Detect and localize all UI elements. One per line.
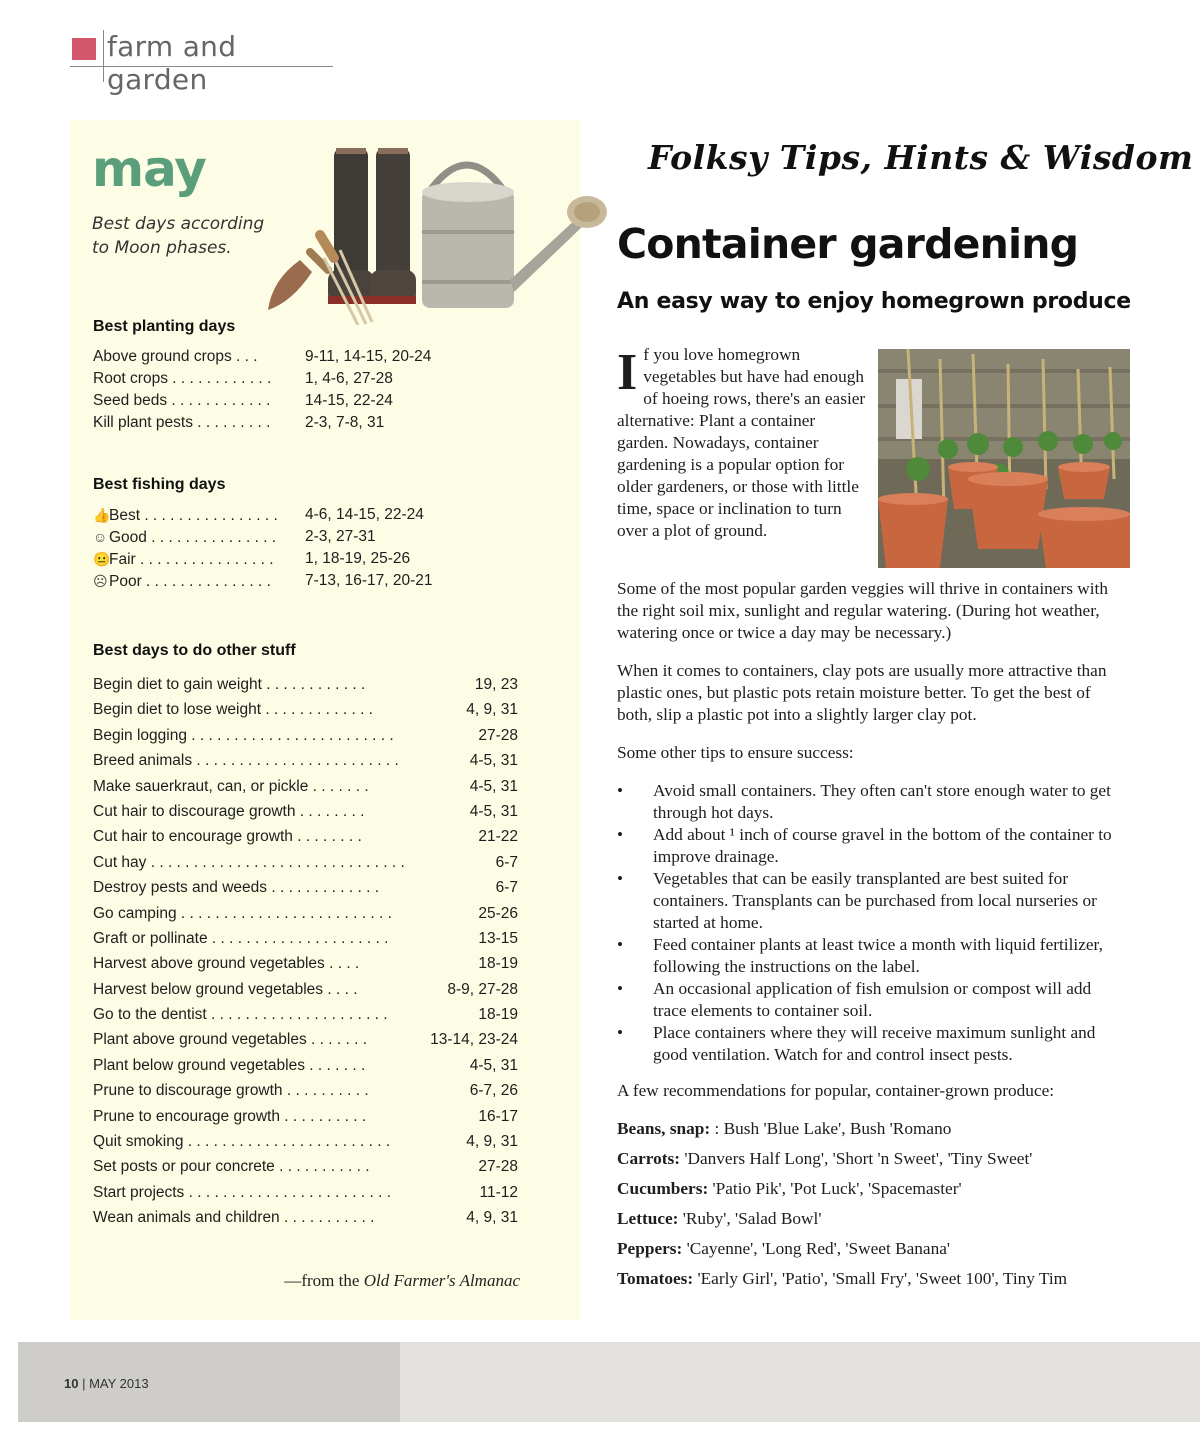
row-value: 11-12 xyxy=(479,1183,518,1201)
list-item xyxy=(93,1002,518,1027)
row-label: Kill plant pests . . . . . . . . . xyxy=(93,414,271,431)
row-label: Root crops . . . . . . . . . . . . xyxy=(93,370,272,387)
crop-name: Lettuce: xyxy=(617,1209,679,1228)
list-item xyxy=(93,697,518,722)
list-item xyxy=(93,977,518,1002)
list-item xyxy=(93,875,518,900)
row-value: 4-5, 31 xyxy=(469,802,518,820)
row-value: 4, 9, 31 xyxy=(466,1209,518,1227)
source-credit xyxy=(230,1271,520,1291)
row-label: Go camping . . . . . . . . . . . . . . . . . . . . . . . . . xyxy=(93,904,392,922)
list-item xyxy=(93,1129,518,1154)
list-item xyxy=(93,951,518,976)
row-value: 19, 23 xyxy=(474,676,518,693)
crop-name: Beans, snap: xyxy=(617,1119,711,1138)
list-item xyxy=(93,824,518,849)
list-item xyxy=(617,868,1127,934)
row-label: Quit smoking . . . . . . . . . . . . . . . . . . . . . . . . xyxy=(93,1133,391,1151)
section-marker-icon xyxy=(72,38,96,60)
row-value: 27-28 xyxy=(478,1158,518,1176)
list-item xyxy=(93,1027,518,1052)
row-label: Breed animals . . . . . . . . . . . . . . . . . . . . . . . . xyxy=(93,752,399,770)
list-item xyxy=(93,1205,518,1230)
list-item xyxy=(93,1154,518,1179)
row-label: Begin diet to lose weight . . . . . . . . . . . . . xyxy=(93,701,373,719)
list-item xyxy=(93,672,518,697)
row-value: 6-7 xyxy=(495,853,518,871)
article-subtitle: An easy way to enjoy homegrown produce xyxy=(617,289,1131,314)
crop-varieties: 'Danvers Half Long', 'Short 'n Sweet', 'Tiny Sweet' xyxy=(680,1149,1033,1168)
page-folio xyxy=(64,1376,149,1391)
row-value: 13-15 xyxy=(478,929,518,947)
bullet-icon: • xyxy=(617,781,624,800)
header-divider xyxy=(103,30,104,82)
fishing-days-title: Best fishing days xyxy=(93,476,226,493)
smiley-face-icon: ☺ xyxy=(93,529,108,545)
row-label: Fair . . . . . . . . . . . . . . . . xyxy=(109,551,274,568)
row-value: 8-9, 27-28 xyxy=(447,980,518,998)
crop-varieties: 'Patio Pik', 'Pot Luck', 'Spacemaster' xyxy=(708,1179,962,1198)
neutral-face-icon: 😐 xyxy=(93,551,111,567)
planting-days-title: Best planting days xyxy=(93,318,236,335)
row-value: 6-7, 26 xyxy=(469,1082,518,1100)
row-label: Cut hay . . . . . . . . . . . . . . . . . . . . . . . . . . . . . . xyxy=(93,853,405,871)
tip-text: Place containers where they will receive maximum sunlight and good ventilation. Watch for and control insect pests. xyxy=(653,1023,1096,1064)
garden-tools-image xyxy=(262,140,612,325)
row-value: 14-15, 22-24 xyxy=(305,392,393,409)
row-value: 1, 4-6, 27-28 xyxy=(305,370,393,387)
row-value: 18-19 xyxy=(478,1006,518,1024)
list-item xyxy=(617,934,1127,978)
list-item xyxy=(93,1104,518,1129)
list-item xyxy=(93,799,518,824)
row-label: Begin diet to gain weight . . . . . . . . . . . . xyxy=(93,676,366,693)
row-label: Poor . . . . . . . . . . . . . . . xyxy=(109,573,271,590)
drop-cap: I xyxy=(617,344,638,401)
bullet-icon: • xyxy=(617,979,624,998)
crop-varieties: : Bush 'Blue Lake', Bush 'Romano xyxy=(710,1119,952,1138)
list-item xyxy=(93,850,518,875)
row-label: Harvest below ground vegetables . . . . xyxy=(93,980,358,998)
crop-varieties: 'Early Girl', 'Patio', 'Small Fry', 'Sweet 100', Tiny Tim xyxy=(693,1269,1068,1288)
bullet-icon: • xyxy=(617,1023,624,1042)
list-item xyxy=(93,774,518,799)
row-label: Best . . . . . . . . . . . . . . . . xyxy=(109,507,278,524)
row-label: Harvest above ground vegetables . . . . xyxy=(93,955,360,973)
other-days-title: Best days to do other stuff xyxy=(93,642,296,659)
crop-name: Tomatoes: xyxy=(617,1269,694,1288)
row-value: 4, 9, 31 xyxy=(466,701,518,719)
kicker: Folksy Tips, Hints & Wisdom xyxy=(648,138,1194,177)
row-label: Make sauerkraut, can, or pickle . . . . . . . xyxy=(93,777,369,795)
list-item xyxy=(617,824,1127,868)
tip-text: Feed container plants at least twice a month with liquid fertilizer, following the instructions on the label. xyxy=(653,935,1103,976)
row-value: 7-13, 16-17, 20-21 xyxy=(305,572,433,589)
tip-text: Avoid small containers. They often can't store enough water to get through hot days. xyxy=(653,781,1111,822)
frown-face-icon: ☹ xyxy=(93,573,108,589)
row-label: Plant below ground vegetables . . . . . . . xyxy=(93,1056,366,1074)
row-value: 4-5, 31 xyxy=(469,752,518,770)
list-item xyxy=(93,1078,518,1103)
row-label: Good . . . . . . . . . . . . . . . xyxy=(109,529,277,546)
list-item xyxy=(93,748,518,773)
row-value: 27-28 xyxy=(478,726,518,744)
folio-separator: | xyxy=(78,1376,90,1391)
row-label: Graft or pollinate . . . . . . . . . . . . . . . . . . . . . xyxy=(93,929,389,947)
bullet-icon: • xyxy=(617,825,624,844)
list-item xyxy=(617,978,1127,1022)
page-number: 10 xyxy=(64,1376,79,1391)
paragraph-2: When it comes to containers, clay pots are usually more attractive than plastic ones, but plastic pots retain moisture better. To get the best of both, slip a plastic pot into a slightly larger clay pot. xyxy=(617,661,1107,724)
row-label: Cut hair to discourage growth . . . . . . . . xyxy=(93,802,365,820)
row-label: Prune to discourage growth . . . . . . . . . . xyxy=(93,1082,369,1100)
list-item xyxy=(617,1022,1127,1066)
calendar-subtitle: Best days according to Moon phases. xyxy=(92,214,265,258)
tips-list xyxy=(617,780,1127,1066)
row-label: Cut hair to encourage growth . . . . . . . . xyxy=(93,828,362,846)
calendar-month: may xyxy=(92,140,206,198)
row-value: 4, 9, 31 xyxy=(466,1133,518,1151)
footer-bar-right xyxy=(400,1342,1200,1422)
credit-source: Old Farmer's Almanac xyxy=(363,1271,520,1290)
section-label: farm and garden xyxy=(107,30,237,96)
tip-text: Vegetables that can be easily transplanted are best suited for containers. Transplants can be purchased from local nurseries or started at home. xyxy=(653,869,1097,932)
row-value: 1, 18-19, 25-26 xyxy=(305,550,411,567)
row-value: 13-14, 23-24 xyxy=(430,1031,518,1049)
tip-text: An occasional application of fish emulsion or compost will add trace elements to container soil. xyxy=(653,979,1092,1020)
list-item xyxy=(617,1208,1137,1238)
row-value: 2-3, 27-31 xyxy=(305,528,376,545)
row-value: 4-6, 14-15, 22-24 xyxy=(305,506,424,523)
issue-date: MAY 2013 xyxy=(89,1376,149,1391)
row-value: 4-5, 31 xyxy=(469,777,518,795)
list-item xyxy=(617,1148,1137,1178)
other-days-list xyxy=(93,672,518,1231)
bullet-icon: • xyxy=(617,935,624,954)
row-value: 4-5, 31 xyxy=(469,1056,518,1074)
row-value: 21-22 xyxy=(478,828,518,846)
list-item xyxy=(93,901,518,926)
intro-text: f you love homegrown vegetables but have had enough of hoeing rows, there's an easier alternative: Plant a container garden. Nowadays, container gardening is a popular option for older gardeners, or those with little time, space or inclination to turn over a plot of ground. xyxy=(617,345,866,540)
list-item xyxy=(617,1268,1137,1298)
row-label: Set posts or pour concrete . . . . . . . . . . . xyxy=(93,1158,370,1176)
row-value: 18-19 xyxy=(478,955,518,973)
row-value: 16-17 xyxy=(478,1107,518,1125)
list-item xyxy=(617,1238,1137,1268)
row-value: 9-11, 14-15, 20-24 xyxy=(305,348,432,365)
tip-text: Add about ¹ inch of course gravel in the bottom of the container to improve drainage. xyxy=(653,825,1112,866)
list-item xyxy=(617,1118,1137,1148)
row-label: Seed beds . . . . . . . . . . . . xyxy=(93,392,271,409)
crop-name: Cucumbers: xyxy=(617,1179,709,1198)
credit-prefix: —from the xyxy=(284,1271,364,1290)
row-label: Plant above ground vegetables . . . . . . . xyxy=(93,1031,368,1049)
crop-varieties: 'Cayenne', 'Long Red', 'Sweet Banana' xyxy=(682,1239,951,1258)
list-item xyxy=(93,1053,518,1078)
section-header xyxy=(70,30,335,96)
crop-name: Carrots: xyxy=(617,1149,681,1168)
paragraph-3: Some other tips to ensure success: xyxy=(617,743,854,762)
row-value: 2-3, 7-8, 31 xyxy=(305,414,385,431)
row-label: Prune to encourage growth . . . . . . . . . . xyxy=(93,1107,367,1125)
paragraph-1: Some of the most popular garden veggies will thrive in containers with the right soil mix, sunlight and regular watering. (During hot weather, watering once or twice a day may be necessary.) xyxy=(617,579,1108,642)
list-item xyxy=(93,1180,518,1205)
row-value: 25-26 xyxy=(478,904,518,922)
thumbs-up-icon: 👍 xyxy=(93,507,111,523)
row-label: Wean animals and children . . . . . . . . . . . xyxy=(93,1209,375,1227)
row-label: Go to the dentist . . . . . . . . . . . . . . . . . . . . . xyxy=(93,1006,388,1024)
list-item xyxy=(617,780,1127,824)
crop-varieties: 'Ruby', 'Salad Bowl' xyxy=(678,1209,822,1228)
row-label: Destroy pests and weeds . . . . . . . . . . . . . xyxy=(93,879,380,897)
paragraph-4: A few recommendations for popular, container-grown produce: xyxy=(617,1081,1055,1100)
crop-name: Peppers: xyxy=(617,1239,683,1258)
row-label: Above ground crops . . . xyxy=(93,348,258,365)
row-value: 6-7 xyxy=(495,879,518,897)
container-garden-photo xyxy=(878,349,1130,568)
bullet-icon: • xyxy=(617,869,624,888)
list-item xyxy=(93,926,518,951)
row-label: Start projects . . . . . . . . . . . . . . . . . . . . . . . . xyxy=(93,1183,392,1201)
recommendations-list xyxy=(617,1118,1137,1298)
intro-paragraph xyxy=(617,344,867,542)
list-item xyxy=(93,723,518,748)
list-item xyxy=(617,1178,1137,1208)
row-label: Begin logging . . . . . . . . . . . . . . . . . . . . . . . . xyxy=(93,726,394,744)
article-title: Container gardening xyxy=(617,220,1079,268)
